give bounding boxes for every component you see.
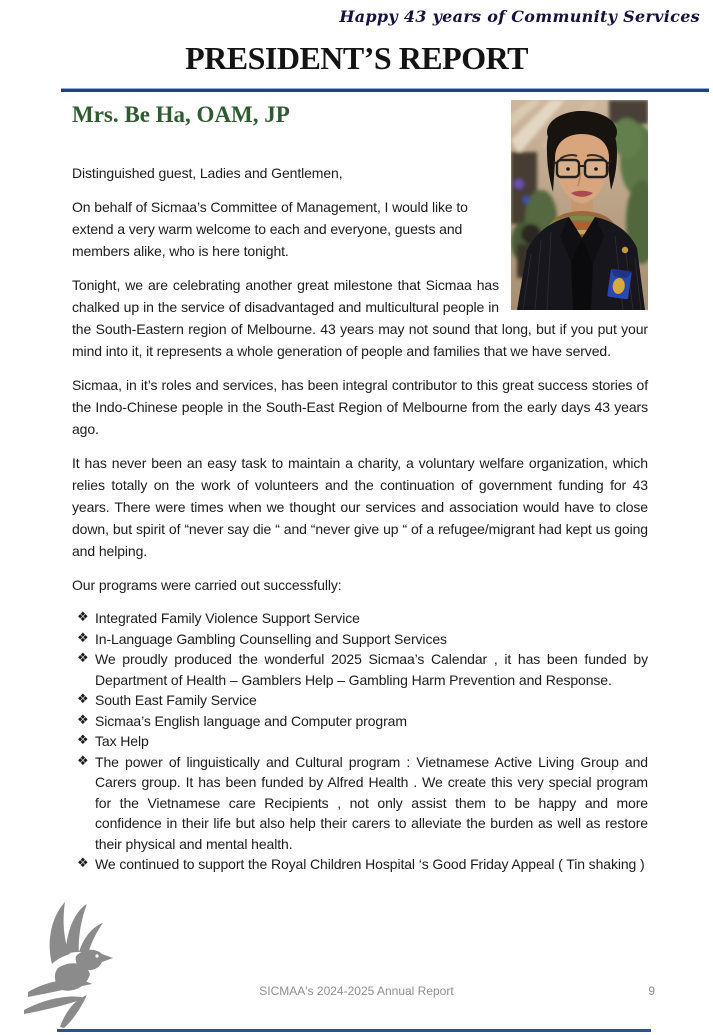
- list-item: [72, 690, 648, 711]
- list-item-text: In-Language Gambling Counselling and Support Services: [95, 630, 447, 647]
- list-item-text: Sicmaa’s English language and Computer program: [95, 712, 407, 729]
- page-title: PRESIDENT’S REPORT: [185, 40, 528, 76]
- page-number: 9: [648, 984, 655, 998]
- diamond-bullet-icon: ❖: [77, 712, 89, 728]
- phoenix-logo-icon: [24, 900, 120, 1028]
- list-item-text: Integrated Family Violence Support Service: [95, 610, 360, 626]
- bottom-rule: [57, 1029, 651, 1032]
- title-rule: [61, 88, 709, 92]
- diamond-bullet-icon: ❖: [77, 856, 89, 871]
- diamond-bullet-icon: ❖: [77, 692, 89, 707]
- programs-list: [72, 608, 648, 875]
- list-item: [72, 731, 648, 752]
- paragraph-milestone: Tonight, we are celebrating another great milestone that Sicmaa has chalked up in the service of disadvantaged and multicultural people in the South-Eastern region of Melbourne. 43 years may not sound that long, but if you put your mind into it, it represents a whole generation of people and families that we have served.: [72, 277, 648, 359]
- list-item-text: We continued to support the Royal Children Hospital ‘s Good Friday Appeal ( Tin shaking ): [95, 856, 645, 872]
- author-heading: Mrs. Be Ha, OAM, JP: [72, 102, 290, 127]
- paragraph-programs-intro: Our programs were carried out successfully:: [72, 577, 342, 593]
- paragraph-contribution: Sicmaa, in it’s roles and services, has been integral contributor to this great success stories of the Indo-Chinese people in the South-East Region of Melbourne from the early days 43 years ago.: [72, 377, 648, 437]
- list-item: [72, 629, 648, 650]
- list-item: [72, 854, 648, 875]
- diamond-bullet-icon: ❖: [77, 651, 89, 666]
- list-item-text: Tax Help: [95, 733, 149, 749]
- diamond-bullet-icon: ❖: [77, 610, 89, 625]
- footer-title: SICMAA's 2024-2025 Annual Report: [259, 984, 454, 998]
- list-item: [72, 711, 648, 732]
- paragraph-greeting: Distinguished guest, Ladies and Gentlemen,: [72, 165, 343, 181]
- list-item-text: The power of linguistically and Cultural program : Vietnamese Active Living Group and Carers group. It has been funded by Alfred Health . We create this very special program for the Vietnamese care Recipients , not only assist them to be happy and more confidence in their life but also help their carers to alleviate the burden as well as restore their physical and mental health.: [95, 753, 648, 852]
- list-item: [72, 649, 648, 690]
- list-item-text: South East Family Service: [95, 692, 257, 708]
- list-item: [72, 608, 648, 629]
- list-item: [72, 752, 648, 855]
- president-photo: [511, 100, 648, 310]
- report-body: [72, 162, 648, 875]
- diamond-bullet-icon: ❖: [77, 733, 89, 748]
- portrait-image: [511, 100, 648, 310]
- header-tagline: Happy 43 years of Community Services: [339, 7, 700, 26]
- paragraph-welcome: On behalf of Sicmaa’s Committee of Management, I would like to extend a very warm welcome to each and everyone, guests and members alike, who is here tonight.: [72, 199, 468, 259]
- diamond-bullet-icon: ❖: [77, 753, 89, 769]
- paragraph-charity: It has never been an easy task to maintain a charity, a voluntary welfare organization, which relies totally on the work of volunteers and the continuation of government funding for 43 years. There were times when we thought our services and association would have to close down, but spirit of “never say die “ and “never give up “ of a refugee/migrant had kept us going and helping.: [72, 455, 648, 559]
- diamond-bullet-icon: ❖: [77, 630, 89, 646]
- list-item-text: We proudly produced the wonderful 2025 Sicmaa’s Calendar , it has been funded by Department of Health – Gamblers Help – Gambling Harm Prevention and Response.: [95, 651, 648, 688]
